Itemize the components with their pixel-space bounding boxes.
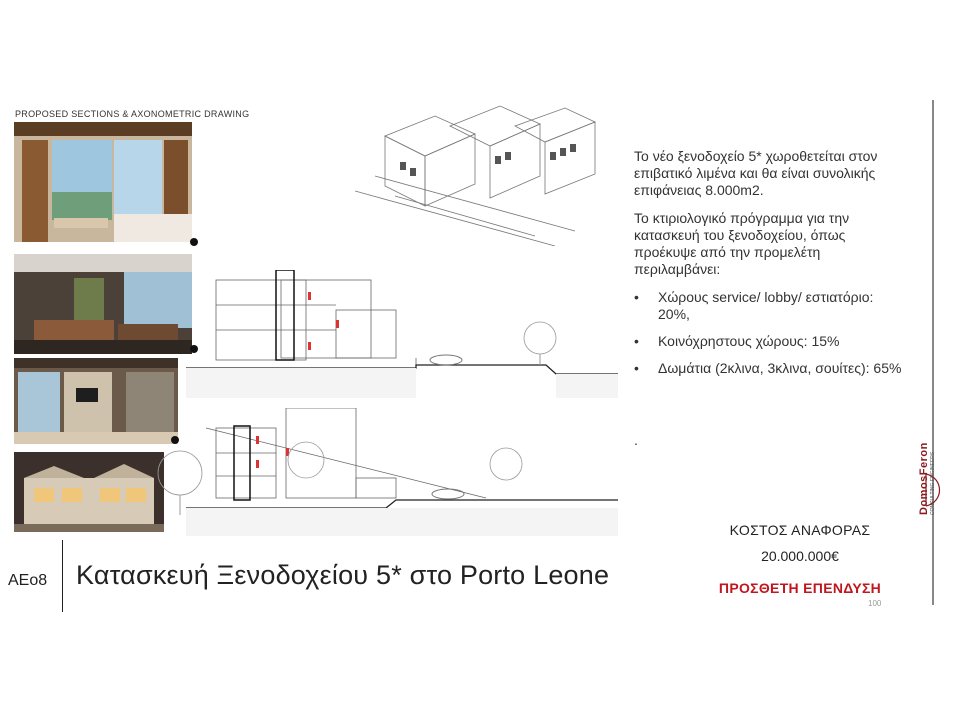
tree-illustration — [150, 445, 210, 515]
description-paragraph-1: Το νέο ξενοδοχείο 5* χωροθετείται στον επιβατικό λιμένα και θα είναι συνολικής επιφάνειας 8.000m2. — [634, 148, 878, 198]
brand-tagline: CONSULTING ENGINEERS — [930, 451, 936, 515]
trailing-period: . — [634, 432, 638, 448]
bullet-item: • Χώρους service/ lobby/ εστιατόριο: 20%, — [634, 289, 906, 323]
callout-dot-1 — [190, 238, 198, 246]
bullet-item: • Κοινόχρηστους χώρους: 15% — [634, 333, 906, 350]
project-code: ΑΕο8 — [8, 572, 48, 589]
photo-room-tv — [14, 358, 178, 444]
photo-lounge — [14, 254, 192, 354]
section-drawing-1 — [186, 270, 618, 400]
bullet-item: • Δωμάτια (2κλινα, 3κλινα, σουίτες): 65% — [634, 360, 906, 377]
axonometric-drawing — [355, 96, 605, 246]
cost-value: 20.000.000€ — [761, 548, 839, 564]
photo-bedroom-balcony — [14, 122, 192, 242]
description-block — [634, 148, 906, 387]
section-header-label: PROPOSED SECTIONS & AXONOMETRIC DRAWING — [15, 109, 250, 119]
cost-title: ΚΟΣΤΟΣ ΑΝΑΦΟΡΑΣ — [729, 522, 871, 538]
brand-mark-icon — [920, 470, 948, 510]
program-bullet-list — [634, 289, 906, 377]
investment-label: ΠΡΟΣΘΕΤΗ ΕΠΕΝΔΥΣΗ — [718, 580, 882, 596]
photo-facade-night — [14, 452, 164, 532]
brand-name: DomosFeron — [918, 442, 930, 515]
page-number: 100 — [868, 599, 882, 608]
section-drawing-2 — [186, 408, 618, 536]
right-divider-line — [932, 100, 934, 605]
title-divider — [62, 540, 63, 612]
callout-dot-3 — [171, 436, 179, 444]
description-paragraph-2: Το κτιριολογικό πρόγραμμα για την κατασκευή του ξενοδοχείου, όπως προέκυψε από την προμελέτη περιλαμβάνει: — [634, 210, 850, 277]
page-title: Κατασκευή Ξενοδοχείου 5* στο Porto Leone — [76, 560, 610, 590]
